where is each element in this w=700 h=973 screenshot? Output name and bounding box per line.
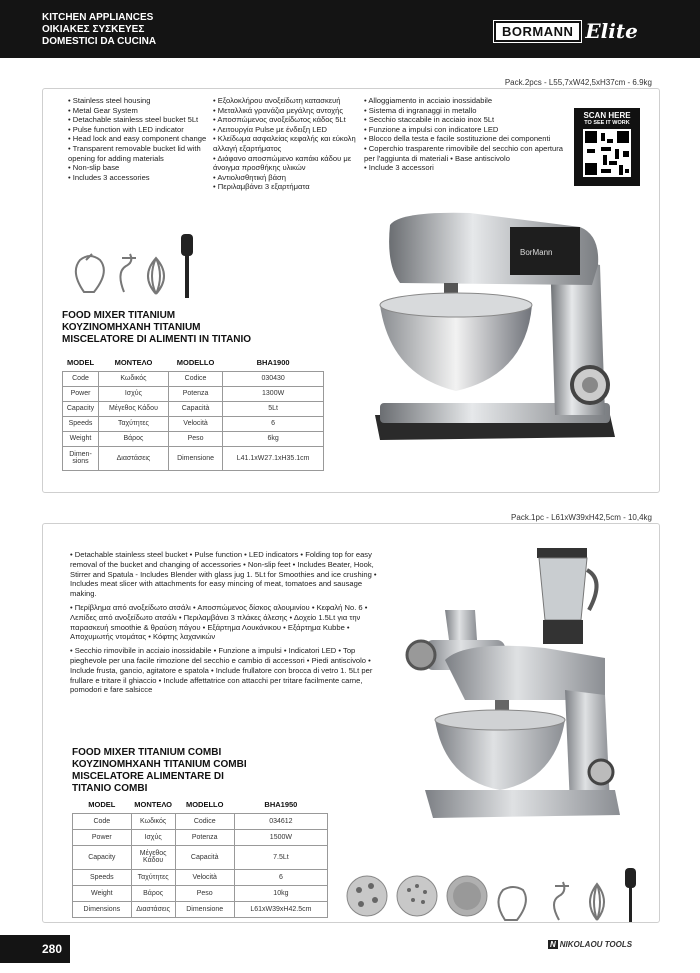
pack-info: Pack.1pc - L61xW39xH42,5cm - 10,4kg [511,513,652,522]
accessories-image-1 [66,232,206,302]
logo-bormann: BORMANN [494,21,581,42]
category-text: KITCHEN APPLIANCES ΟΙΚΙΑΚΕΣ ΣΥΣΚΕΥΕΣ DOMESTICI DA CUCINA [42,12,157,47]
description-it: • Secchio rimovibile in acciaio inossidabile • Funzione a impulsi • Indicatori LED • Top pieghevole per una facile rimozione del secchio e cambio di accessori • Piedi antiscivolo • Include frusta, gancio, agitatore e spatola • Include frullatore con brocca di vetro 1. 5Lt per frullare e tritare il ghiaccio • Include affettatrice con attacchi per tritare facilmente carne, pomodori e fare salsicce [70,646,373,695]
description-en: • Detachable stainless steel bucket • Pulse function • LED indicators • Folding top for easy removal of the bucket and changing of accessories • Non-slip feet • Includes Beater, Hook, Stirrer and Spatula - Includes Blender with glass jug 1. 5Lt for Smoothies and ice crushing • Includes meat slicer with attachments for easy mincing of meat, tomatoes and sausage making. [70,550,377,599]
grinding-plate-icon [347,876,387,916]
page-number: 280 [0,935,70,963]
nikolaou-tools-logo: N NIKOLAOU TOOLS [550,940,633,949]
header-bar [0,0,700,58]
beater-icon [76,256,104,292]
hook-icon [554,882,569,920]
spatula-icon [625,868,636,922]
logo-elite: Elite [585,19,638,43]
qr-scan-box[interactable]: SCAN HERE TO SEE IT WORK [574,108,640,186]
features-el: • Εξολοκλήρου ανοξείδωτη κατασκευή • Μεταλλικά γρανάζια μεγάλης αντοχής • Αποσπώμενος ανοξείδωτος κάδος 5Lt • Λειτουργία Pulse με ένδειξη LED • Κλείδωμα ασφαλείας κεφαλής και εύκολη αλλαγή εξαρτήματος • Διάφανο αποσπώμενο καπάκι κάδου με άνοιγμα προσθήκης υλικών • Αντιολισθητική βάση • Περιλαμβάνει 3 εξαρτήματα [213,96,359,192]
beater-icon [498,887,525,920]
description-el: • Περίβλημα από ανοξείδωτο ατσάλι • Αποσπώμενος δίσκος αλουμινίου • Κεφαλή Νο. 6 • Λεπίδες από ανοξείδωτο ατσάλι • Περιλαμβάνει 3 πλάκες άλεσης • Δοχείο 1.5Lt για την παρασκευή smoothie & θραύση πάγου • Εξάρτημα Λουκάνικου • Εξάρτημα Kubbe • Αποχυμωτής ντομάτας • Κόφτης λαχανικών [70,602,368,642]
description-block-2 [70,550,388,699]
accessories-image-2 [345,868,645,923]
food-mixer-titanium-image [360,205,630,450]
food-mixer-titanium-combi-image [405,540,635,830]
hook-icon [120,254,136,292]
qr-code-icon[interactable] [583,129,631,177]
spec-table-1: MODEL ΜΟΝΤΕΛΟ MODELLO BHA1900 Code Κωδικός Codice 030430 Power Ισχύς Potenza 1300W Capacity Μέγεθος Κάδου Capacità 5Lt Speeds Ταχύτητες Velocità 6 Weight Βάρος Peso 6kg Dimen- sions Διαστάσεις Dimensione L41.1xW27.1xH35.1cm [62,355,324,471]
grinding-plate-icon [447,876,487,916]
whisk-icon [148,258,164,294]
features-en: • Stainless steel housing • Metal Gear System • Detachable stainless steel bucket 5Lt • Pulse function with LED indicator • Head lock and easy component change • Transparent removable bucket lid with opening for adding materials • Non-slip base • Includes 3 accessories [68,96,210,182]
spatula-icon [181,234,193,298]
pack-info: Pack.2pcs - L55,7xW42,5xH37cm - 6.9kg [504,78,652,87]
features-it: • Alloggiamento in acciaio inossidabile • Sistema di ingranaggi in metallo • Secchio staccabile in acciaio inox 5Lt • Funzione a impulsi con indicatore LED • Blocco della testa e facile sostituzione dei componenti • Coperchio trasparente rimovibile del secchio con apertura per l'aggiunta di materiali • Base antiscivolo • Include 3 accessori [364,96,572,173]
whisk-icon [590,884,604,920]
spec-table-2: MODEL ΜΟΝΤΕΛΟ MODELLO BHA1950 Code Κωδικός Codice 034612 Power Ισχύς Potenza 1500W Capacity Μέγεθος Κάδου Capacità 7.5Lt Speeds Ταχύτητες Velocità 6 Weight Βάρος Peso 10kg Dimensions Διαστάσεις Dimensione L61xW39xH42.5cm [72,797,328,918]
svg-text:BorMann: BorMann [520,248,553,257]
product-title-1: FOOD MIXER TITANIUM ΚΟΥΖΙΝΟΜΗΧΑΝΗ TITANIUM MISCELATORE DI ALIMENTI IN TITANIO [62,310,252,345]
grinding-plate-icon [397,876,437,916]
bormann-elite-logo [494,20,638,42]
product-title-2: FOOD MIXER TITANIUM COMBI ΚΟΥΖΙΝΟΜΗΧΑΝΗ TITANIUM COMBI MISCELATORE ALIMENTARE DI TITANIO COMBI [72,747,247,794]
